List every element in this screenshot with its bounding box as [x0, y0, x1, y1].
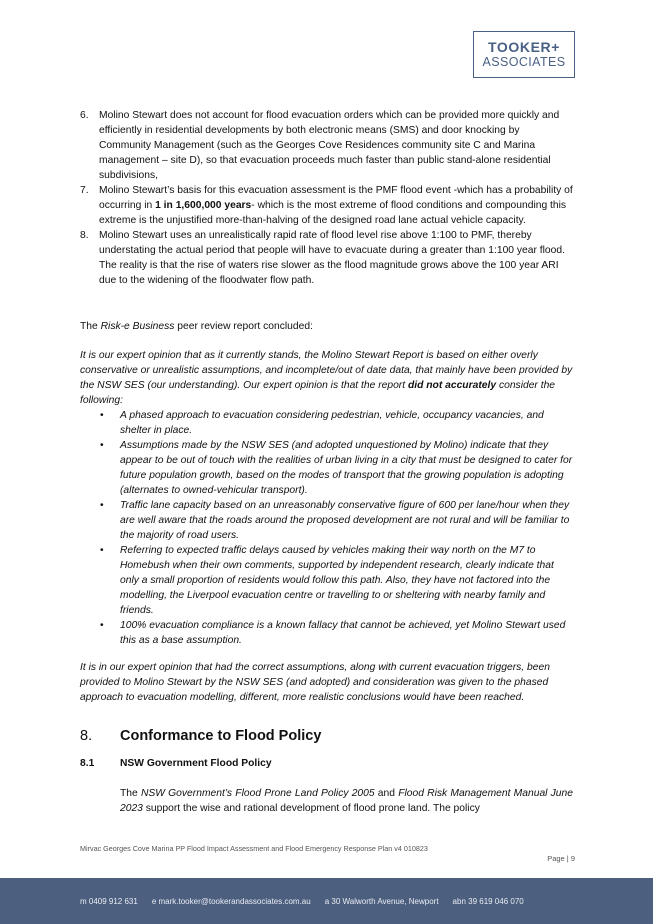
- intro-text: peer review report concluded:: [174, 321, 313, 332]
- numbered-list: [80, 108, 573, 288]
- list-text-bold: 1 in 1,600,000 years: [155, 200, 252, 211]
- list-text: - which is the most extreme of flood conditions and compounding this extreme is the unjustified more-than-halving of the designed road lane actual vehicle capacity.: [99, 200, 567, 226]
- subsection-title: NSW Government Flood Policy: [120, 758, 272, 769]
- bullet-item: [98, 498, 573, 543]
- intro-italic: Risk-e Business: [100, 321, 175, 332]
- footer-phone: m 0409 912 631: [80, 896, 138, 906]
- list-item: [80, 108, 573, 183]
- bullet-list: [98, 408, 573, 648]
- subsection-number: 8.1: [80, 758, 95, 769]
- bullet-item: [98, 543, 573, 618]
- list-text: Molino Stewart does not account for flood evacuation orders which can be provided more quickly and efficiently in residential developments by both electronic means (SMS) and door knocking by Community Management (such as the Georges Cove Residences community site C and Marina management – site D), so that evacuation proceeds much faster than public stand-alone residential subdivisions,: [99, 110, 560, 181]
- list-item: [80, 183, 573, 228]
- logo-line-1: TOOKER+: [487, 39, 560, 55]
- section-number: 8.: [80, 728, 93, 744]
- peer-review-intro: [80, 319, 573, 334]
- bullet-item: [98, 408, 573, 438]
- bullet-item: [98, 618, 573, 648]
- policy-text: The: [120, 788, 141, 799]
- bullet-text: Traffic lane capacity based on an unreasonably conservative figure of 600 per lane/hour when they are well aware that the roads around the proposed development are not rural and will be familiar to the majority of road users.: [120, 500, 570, 541]
- bullet-icon: •: [100, 410, 104, 421]
- document-body: [80, 108, 573, 816]
- bullet-text: Referring to expected traffic delays caused by vehicles making their way north on the M7 to Homebush when their own comments, supported by independent research, clearly indicate that only a small proportion of residents would follow this path. Also, they have not factored into the modelling, the Liverpool evacuation centre or travelling to or sheltering with nearby family and friends.: [120, 545, 554, 616]
- list-number: 8.: [80, 230, 89, 241]
- subsection-heading: [80, 756, 573, 771]
- list-number: 7.: [80, 185, 89, 196]
- bullet-item: [98, 438, 573, 498]
- bullet-icon: •: [100, 500, 104, 511]
- bullet-text: 100% evacuation compliance is a known fallacy that cannot be achieved, yet Molino Stewart used this as a base assumption.: [120, 620, 566, 646]
- policy-text: and: [374, 788, 399, 799]
- section-title: Conformance to Flood Policy: [120, 728, 322, 744]
- page-number: Page | 9: [547, 854, 575, 863]
- bullet-icon: •: [100, 545, 104, 556]
- bullet-icon: •: [100, 620, 104, 631]
- footer-abn: abn 39 619 046 070: [452, 896, 524, 906]
- document-title-footer: Mirvac Georges Cove Marina PP Flood Impact Assessment and Flood Emergency Response Plan v4 010823: [80, 844, 428, 853]
- policy-italic: Flood Risk Management Manual June 2023: [120, 788, 573, 814]
- policy-italic: NSW Government’s Flood Prone Land Policy 2005: [140, 788, 375, 799]
- opinion-text: It is our expert opinion that as it currently stands, the Molino Stewart Report is based on either overly conservative or unrealistic assumptions, and incomplete/out of date data, that mainly have been provided by the NSW SES (our understanding). Our expert opinion is that the report: [80, 350, 573, 391]
- section-heading: [80, 727, 573, 745]
- intro-text: The: [80, 321, 101, 332]
- opinion-text: consider the following:: [80, 380, 556, 406]
- bullet-icon: •: [100, 440, 104, 451]
- list-number: 6.: [80, 110, 89, 121]
- opinion-bold: did not accurately: [407, 380, 497, 391]
- list-text: Molino Stewart’s basis for this evacuation assessment is the PMF flood event -which has a probability of occurring in: [99, 185, 573, 211]
- policy-text: support the wise and rational development of flood prone land. The policy: [142, 803, 480, 814]
- company-logo: [473, 31, 575, 78]
- logo-line-2: ASSOCIATES: [482, 55, 566, 69]
- bullet-text: Assumptions made by the NSW SES (and adopted unquestioned by Molino) indicate that they appear to be out of touch with the realities of urban living in a city that must be designed to cater for future population growth, based on the modes of transport that the growing population is adopting (alternates to owned-vehicular transport).: [120, 440, 573, 496]
- expert-opinion-paragraph: [80, 348, 573, 408]
- bullet-text: A phased approach to evacuation considering pedestrian, vehicle, occupancy vacancies, and shelter in place.: [120, 410, 544, 436]
- footer-email: e mark.tooker@tookerandassociates.com.au: [151, 896, 311, 906]
- list-item: [80, 228, 573, 288]
- footer-address: a 30 Walworth Avenue, Newport: [324, 896, 439, 906]
- list-text: Molino Stewart uses an unrealistically rapid rate of flood level rise above 1:100 to PMF, thereby understating the actual period that people will have to evacuate during a greater than 1:100 year flood. The reality is that the rise of waters rise slower as the flood magnitude grows above the 100 year ARI due to the widening of the floodwater flow path.: [99, 230, 565, 286]
- contact-footer: [0, 878, 653, 924]
- policy-paragraph: [80, 786, 573, 816]
- conclusion-paragraph: It is in our expert opinion that had the correct assumptions, along with current evacuation triggers, been provided to Molino Stewart by the NSW SES (and adopted) and consideration was given to the phased approach to evacuation modelling, different, more realistic conclusions would have been reached.: [80, 662, 550, 703]
